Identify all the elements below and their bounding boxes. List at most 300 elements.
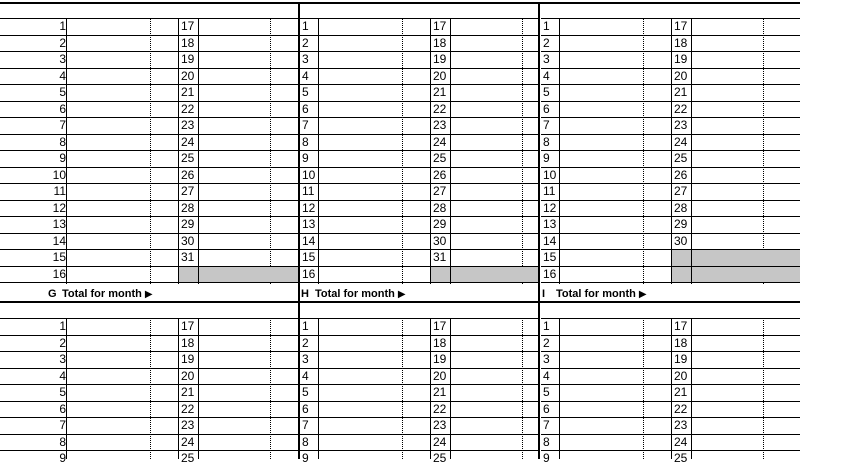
section-2-amount-field[interactable] [692, 217, 799, 233]
section-1-day-label: 14 [302, 233, 316, 248]
section-4-day-label: 24 [433, 434, 447, 449]
section-5-amount-field[interactable] [692, 319, 799, 335]
section-1-middle-divider [430, 18, 431, 284]
section-1-day-label: 12 [302, 200, 316, 215]
section-1-day-label: 7 [302, 118, 309, 132]
section-4-day-label: 23 [433, 418, 447, 432]
section-1-day-label: 4 [302, 68, 309, 83]
section-1-day-label: 11 [302, 184, 315, 198]
section-0-amount-field[interactable] [199, 184, 297, 200]
section-3-amount-field[interactable] [199, 336, 297, 352]
section-1-amount-field[interactable] [451, 184, 537, 200]
section-3-day-label: 22 [181, 401, 195, 416]
section-0-day-label: 5 [59, 85, 66, 99]
section-0-amount-field[interactable] [199, 168, 297, 184]
section-5-amount-field[interactable] [692, 418, 799, 434]
section-4-top-rule [298, 301, 538, 303]
section-5-day-label: 18 [674, 335, 688, 350]
section-0-day-label: 15 [52, 250, 66, 264]
section-1-amount-field[interactable] [319, 168, 429, 184]
section-5-amount-field[interactable] [692, 369, 799, 385]
section-4-day-label: 22 [433, 401, 447, 416]
section-0-day-label: 9 [59, 151, 66, 165]
section-5-amount-field[interactable] [560, 385, 670, 401]
section-0-amount-field[interactable] [67, 201, 177, 217]
section-4-amount-field[interactable] [319, 385, 429, 401]
section-0-amount-field[interactable] [67, 184, 177, 200]
section-4-day-label: 1 [302, 319, 309, 333]
section-1-amount-field[interactable] [319, 118, 429, 134]
section-3-day-label: 2 [59, 335, 66, 350]
section-3-day-label: 3 [59, 352, 66, 366]
section-0-day-label: 22 [181, 101, 195, 116]
section-0-amount-field[interactable] [199, 234, 297, 250]
section-2-amount-field[interactable] [692, 151, 799, 167]
section-5-middle-divider [671, 318, 672, 459]
section-5-amount-field[interactable] [560, 336, 670, 352]
section-2-amount-field[interactable] [560, 135, 670, 151]
section-0-day-label: 28 [181, 200, 195, 215]
section-0-amount-field[interactable] [67, 69, 177, 85]
section-1-amount-field[interactable] [451, 69, 537, 85]
section-4-amount-field[interactable] [451, 418, 537, 434]
section-4-amount-field[interactable] [319, 336, 429, 352]
section-2-shaded-cell [672, 250, 691, 266]
section-2-total-for-month [542, 288, 647, 301]
section-3-day-label: 5 [59, 385, 66, 399]
section-2-day-label: 24 [674, 134, 688, 149]
section-3-amount-field[interactable] [199, 385, 297, 401]
section-0-day-label: 7 [59, 118, 66, 132]
section-1-day-label: 5 [302, 85, 309, 99]
section-0-day-label: 10 [52, 167, 66, 182]
section-1-amount-field[interactable] [451, 217, 537, 233]
section-2-amount-field[interactable] [560, 69, 670, 85]
section-2-amount-field[interactable] [560, 36, 670, 52]
section-2-amount-field[interactable] [692, 135, 799, 151]
section-5-day-label: 5 [543, 385, 550, 399]
section-1-amount-field[interactable] [319, 184, 429, 200]
section-0-amount-field[interactable] [199, 250, 297, 266]
section-1-grid-bottom [300, 282, 538, 283]
section-0-day-label: 12 [52, 200, 66, 215]
section-5-day-label: 21 [674, 385, 688, 399]
section-3-day-label: 18 [181, 335, 195, 350]
section-5-amount-field[interactable] [560, 369, 670, 385]
section-0-day-label: 11 [53, 184, 66, 198]
section-0-day-label: 29 [181, 217, 195, 231]
section-1-day-label: 13 [302, 217, 316, 231]
section-2-amount-field[interactable] [560, 151, 670, 167]
section-2-day-label: 10 [543, 167, 557, 182]
section-1-shaded-cell [431, 267, 450, 283]
section-2-amount-field[interactable] [560, 267, 670, 283]
section-2-middle-divider [671, 18, 672, 284]
section-0-day-label: 6 [59, 101, 66, 116]
section-5-amount-field[interactable] [560, 402, 670, 418]
section-3-amount-field[interactable] [67, 352, 177, 368]
section-3-day-label: 9 [59, 451, 66, 465]
section-4-day-label: 19 [433, 352, 447, 366]
section-1-total-for-month [301, 288, 406, 301]
section-0-top-rule [0, 2, 298, 4]
section-4-day-label: 3 [302, 352, 309, 366]
section-2-day-label: 25 [674, 151, 688, 165]
section-5-amount-field[interactable] [692, 385, 799, 401]
section-2-day-label: 9 [543, 151, 550, 165]
section-2-day-label: 14 [543, 233, 557, 248]
section-4-amount-field[interactable] [451, 385, 537, 401]
section-2-day-label: 2 [543, 35, 550, 50]
section-5-amount-field[interactable] [692, 352, 799, 368]
section-1-amount-field[interactable] [451, 102, 537, 118]
section-4-amount-field[interactable] [451, 402, 537, 418]
section-1-day-label: 8 [302, 134, 309, 149]
section-2-amount-field[interactable] [560, 250, 670, 266]
section-0-day-label: 16 [52, 266, 66, 281]
section-2-amount-field[interactable] [560, 52, 670, 68]
section-2-day-label: 17 [674, 19, 688, 33]
section-3-amount-field[interactable] [67, 385, 177, 401]
section-1-top-rule [298, 2, 538, 4]
section-0-total-for-month [48, 288, 153, 301]
section-4-day-label: 7 [302, 418, 309, 432]
section-0-amount-field[interactable] [199, 85, 297, 101]
section-0-amount-field[interactable] [67, 234, 177, 250]
section-1-amount-field[interactable] [319, 85, 429, 101]
section-1-amount-field[interactable] [451, 36, 537, 52]
section-1-day-label: 23 [433, 118, 447, 132]
section-4-day-label: 20 [433, 368, 447, 383]
section-0-amount-field[interactable] [199, 102, 297, 118]
section-2-day-label: 28 [674, 200, 688, 215]
section-1-amount-field[interactable] [451, 151, 537, 167]
section-0-amount-field[interactable] [67, 151, 177, 167]
section-0-day-label: 26 [181, 167, 195, 182]
section-2-day-label: 27 [674, 184, 688, 198]
section-5-day-label: 1 [543, 319, 550, 333]
section-0-amount-field[interactable] [67, 250, 177, 266]
section-4-right-border [538, 301, 540, 459]
section-1-amount-field[interactable] [451, 52, 537, 68]
section-2-day-label: 26 [674, 167, 688, 182]
section-2-day-label: 21 [674, 85, 688, 99]
section-2-amount-field[interactable] [692, 36, 799, 52]
section-1-day-label: 25 [433, 151, 447, 165]
section-0-amount-field[interactable] [199, 217, 297, 233]
section-0-total-label: Total for month [62, 288, 145, 300]
section-1-amount-field[interactable] [319, 151, 429, 167]
section-2-amount-field[interactable] [692, 234, 799, 250]
section-2-day-label: 20 [674, 68, 688, 83]
section-3-amount-field[interactable] [67, 336, 177, 352]
section-5-day-label: 4 [543, 368, 550, 383]
section-1-amount-field[interactable] [451, 19, 537, 35]
section-4-day-label: 17 [433, 319, 447, 333]
section-5-day-label: 24 [674, 434, 688, 449]
section-3-amount-field[interactable] [199, 418, 297, 434]
section-0-amount-field[interactable] [67, 85, 177, 101]
section-1-amount-field[interactable] [319, 217, 429, 233]
section-0-day-label: 13 [52, 217, 66, 231]
section-0-shaded-cell [199, 267, 298, 283]
section-1-day-label: 18 [433, 35, 447, 50]
section-3-middle-divider [178, 318, 179, 459]
section-3-right-border [298, 301, 300, 459]
section-4-amount-field[interactable] [451, 319, 537, 335]
section-3-day-label: 25 [181, 451, 195, 465]
section-0-day-label: 25 [181, 151, 195, 165]
section-4-middle-divider [430, 318, 431, 459]
arrow-right-icon: ▶ [397, 289, 406, 300]
section-1-amount-field[interactable] [319, 234, 429, 250]
section-3-amount-field[interactable] [199, 352, 297, 368]
section-5-amount-field[interactable] [692, 402, 799, 418]
section-4-day-label: 8 [302, 434, 309, 449]
section-2-day-label: 8 [543, 134, 550, 149]
section-1-total-label: Total for month [315, 288, 398, 300]
section-0-day-label: 8 [59, 134, 66, 149]
section-1-day-label: 20 [433, 68, 447, 83]
section-5-day-label: 22 [674, 401, 688, 416]
section-1-day-label: 26 [433, 167, 447, 182]
section-1-total-letter: H [301, 288, 309, 300]
section-0-day-label: 3 [59, 52, 66, 66]
section-2-amount-field[interactable] [692, 19, 799, 35]
section-0-amount-field[interactable] [199, 69, 297, 85]
section-5-amount-field[interactable] [692, 435, 799, 451]
section-5-amount-field[interactable] [692, 336, 799, 352]
section-0-day-label: 18 [181, 35, 195, 50]
section-2-amount-field[interactable] [560, 118, 670, 134]
section-0-amount-field[interactable] [67, 135, 177, 151]
section-4-amount-field[interactable] [319, 435, 429, 451]
section-0-day-label: 20 [181, 68, 195, 83]
section-0-amount-field[interactable] [199, 118, 297, 134]
section-0-amount-field[interactable] [67, 36, 177, 52]
section-2-amount-field[interactable] [560, 201, 670, 217]
section-5-day-label: 7 [543, 418, 550, 432]
section-2-day-label: 18 [674, 35, 688, 50]
section-3-day-label: 20 [181, 368, 195, 383]
section-2-grid-bottom [541, 282, 800, 283]
section-1-amount-field[interactable] [319, 135, 429, 151]
section-4-day-label: 9 [302, 451, 309, 465]
section-3-amount-field[interactable] [67, 319, 177, 335]
section-2-day-label: 4 [543, 68, 550, 83]
section-0-amount-field[interactable] [67, 102, 177, 118]
section-5-day-label: 20 [674, 368, 688, 383]
section-3-day-label: 1 [59, 319, 66, 333]
section-0-amount-field[interactable] [67, 52, 177, 68]
section-0-amount-field[interactable] [199, 36, 297, 52]
section-1-amount-field[interactable] [319, 52, 429, 68]
section-3-amount-field[interactable] [67, 369, 177, 385]
section-2-total-letter: I [542, 288, 546, 300]
section-3-amount-field[interactable] [67, 402, 177, 418]
section-0-amount-field[interactable] [199, 19, 297, 35]
section-3-day-label: 23 [181, 418, 195, 432]
section-0-day-label: 23 [181, 118, 195, 132]
section-2-amount-field[interactable] [560, 184, 670, 200]
section-1-amount-field[interactable] [319, 19, 429, 35]
section-5-day-label: 25 [674, 451, 688, 465]
section-1-amount-field[interactable] [319, 201, 429, 217]
section-1-day-label: 21 [433, 85, 447, 99]
section-2-day-label: 5 [543, 85, 550, 99]
section-2-amount-field[interactable] [560, 102, 670, 118]
section-0-amount-field[interactable] [67, 168, 177, 184]
section-4-amount-field[interactable] [319, 402, 429, 418]
section-5-day-label: 23 [674, 418, 688, 432]
section-3-amount-field[interactable] [67, 435, 177, 451]
section-5-amount-field[interactable] [560, 418, 670, 434]
section-4-amount-field[interactable] [319, 369, 429, 385]
section-5-day-label: 9 [543, 451, 550, 465]
section-1-amount-field[interactable] [451, 234, 537, 250]
section-0-total-letter: G [48, 288, 57, 300]
section-3-amount-field[interactable] [67, 418, 177, 434]
section-5-amount-field[interactable] [560, 352, 670, 368]
section-4-day-label: 2 [302, 335, 309, 350]
section-0-amount-field[interactable] [199, 201, 297, 217]
section-5-day-label: 19 [674, 352, 688, 366]
section-5-amount-field[interactable] [560, 435, 670, 451]
section-0-day-label: 21 [181, 85, 195, 99]
section-3-amount-field[interactable] [199, 319, 297, 335]
section-4-day-label: 21 [433, 385, 447, 399]
section-1-day-label: 29 [433, 217, 447, 231]
section-1-day-label: 31 [433, 250, 447, 264]
section-1-amount-field[interactable] [451, 201, 537, 217]
section-0-day-label: 4 [59, 68, 66, 83]
section-2-top-rule [539, 2, 800, 4]
section-0-amount-field[interactable] [67, 217, 177, 233]
section-5-amount-field[interactable] [560, 319, 670, 335]
section-1-amount-field[interactable] [319, 102, 429, 118]
section-3-day-label: 7 [59, 418, 66, 432]
section-3-amount-field[interactable] [199, 435, 297, 451]
section-1-day-label: 17 [433, 19, 447, 33]
section-1-day-label: 6 [302, 101, 309, 116]
section-4-amount-field[interactable] [319, 418, 429, 434]
section-1-day-label: 19 [433, 52, 447, 66]
section-1-day-label: 24 [433, 134, 447, 149]
section-2-day-label: 1 [543, 19, 550, 33]
section-1-amount-field[interactable] [451, 168, 537, 184]
section-4-amount-field[interactable] [319, 319, 429, 335]
section-2-amount-field[interactable] [692, 102, 799, 118]
section-4-day-label: 18 [433, 335, 447, 350]
section-4-amount-field[interactable] [451, 369, 537, 385]
section-2-day-label: 11 [543, 184, 556, 198]
arrow-right-icon: ▶ [638, 289, 647, 300]
section-0-middle-divider [178, 18, 179, 284]
section-5-day-label: 17 [674, 319, 688, 333]
section-1-day-label: 16 [302, 266, 316, 281]
section-0-amount-field[interactable] [67, 118, 177, 134]
section-1-amount-field[interactable] [319, 36, 429, 52]
section-2-amount-field[interactable] [692, 118, 799, 134]
section-0-amount-field[interactable] [67, 267, 177, 283]
section-2-shaded-cell [692, 250, 800, 266]
section-2-amount-field[interactable] [560, 85, 670, 101]
section-0-amount-field[interactable] [67, 19, 177, 35]
section-3-top-rule [0, 301, 298, 303]
section-2-amount-field[interactable] [692, 168, 799, 184]
section-5-day-label: 2 [543, 335, 550, 350]
section-5-day-label: 8 [543, 434, 550, 449]
section-3-day-label: 8 [59, 434, 66, 449]
section-4-amount-field[interactable] [451, 435, 537, 451]
section-5-top-rule [539, 301, 800, 303]
section-4-day-label: 4 [302, 368, 309, 383]
section-0-amount-field[interactable] [199, 52, 297, 68]
section-3-day-label: 21 [181, 385, 195, 399]
section-1-amount-field[interactable] [451, 135, 537, 151]
section-4-amount-field[interactable] [451, 336, 537, 352]
section-2-amount-field[interactable] [560, 217, 670, 233]
section-1-amount-field[interactable] [319, 267, 429, 283]
section-4-day-label: 6 [302, 401, 309, 416]
section-0-day-label: 19 [181, 52, 195, 66]
section-0-day-label: 24 [181, 134, 195, 149]
section-2-shaded-cell [672, 267, 691, 283]
section-3-amount-field[interactable] [199, 402, 297, 418]
section-2-day-label: 16 [543, 266, 557, 281]
section-2-amount-field[interactable] [560, 19, 670, 35]
section-2-day-label: 29 [674, 217, 688, 231]
section-1-amount-field[interactable] [451, 118, 537, 134]
section-3-day-label: 17 [181, 319, 195, 333]
section-1-amount-field[interactable] [451, 250, 537, 266]
section-0-day-label: 1 [59, 19, 66, 33]
section-4-day-label: 25 [433, 451, 447, 465]
section-2-amount-field[interactable] [692, 201, 799, 217]
section-0-amount-field[interactable] [199, 151, 297, 167]
section-3-day-label: 19 [181, 352, 195, 366]
section-3-amount-field[interactable] [199, 369, 297, 385]
section-2-day-label: 19 [674, 52, 688, 66]
section-2-day-label: 6 [543, 101, 550, 116]
section-1-amount-field[interactable] [451, 85, 537, 101]
section-2-day-label: 30 [674, 233, 688, 248]
section-2-amount-field[interactable] [692, 52, 799, 68]
section-2-day-label: 7 [543, 118, 550, 132]
section-0-day-label: 27 [181, 184, 195, 198]
section-1-amount-field[interactable] [319, 69, 429, 85]
section-2-amount-field[interactable] [692, 69, 799, 85]
section-2-amount-field[interactable] [560, 168, 670, 184]
section-2-day-label: 23 [674, 118, 688, 132]
section-2-day-label: 12 [543, 200, 557, 215]
section-1-day-label: 2 [302, 35, 309, 50]
section-2-amount-field[interactable] [560, 234, 670, 250]
section-0-amount-field[interactable] [199, 135, 297, 151]
section-1-day-label: 22 [433, 101, 447, 116]
section-0-day-label: 17 [181, 19, 195, 33]
section-2-day-label: 15 [543, 250, 557, 264]
section-4-amount-field[interactable] [451, 352, 537, 368]
section-2-day-label: 13 [543, 217, 557, 231]
section-1-amount-field[interactable] [319, 250, 429, 266]
section-1-day-label: 30 [433, 233, 447, 248]
section-1-day-label: 9 [302, 151, 309, 165]
section-4-amount-field[interactable] [319, 352, 429, 368]
section-0-day-label: 31 [181, 250, 195, 264]
section-2-amount-field[interactable] [692, 85, 799, 101]
section-2-amount-field[interactable] [692, 184, 799, 200]
